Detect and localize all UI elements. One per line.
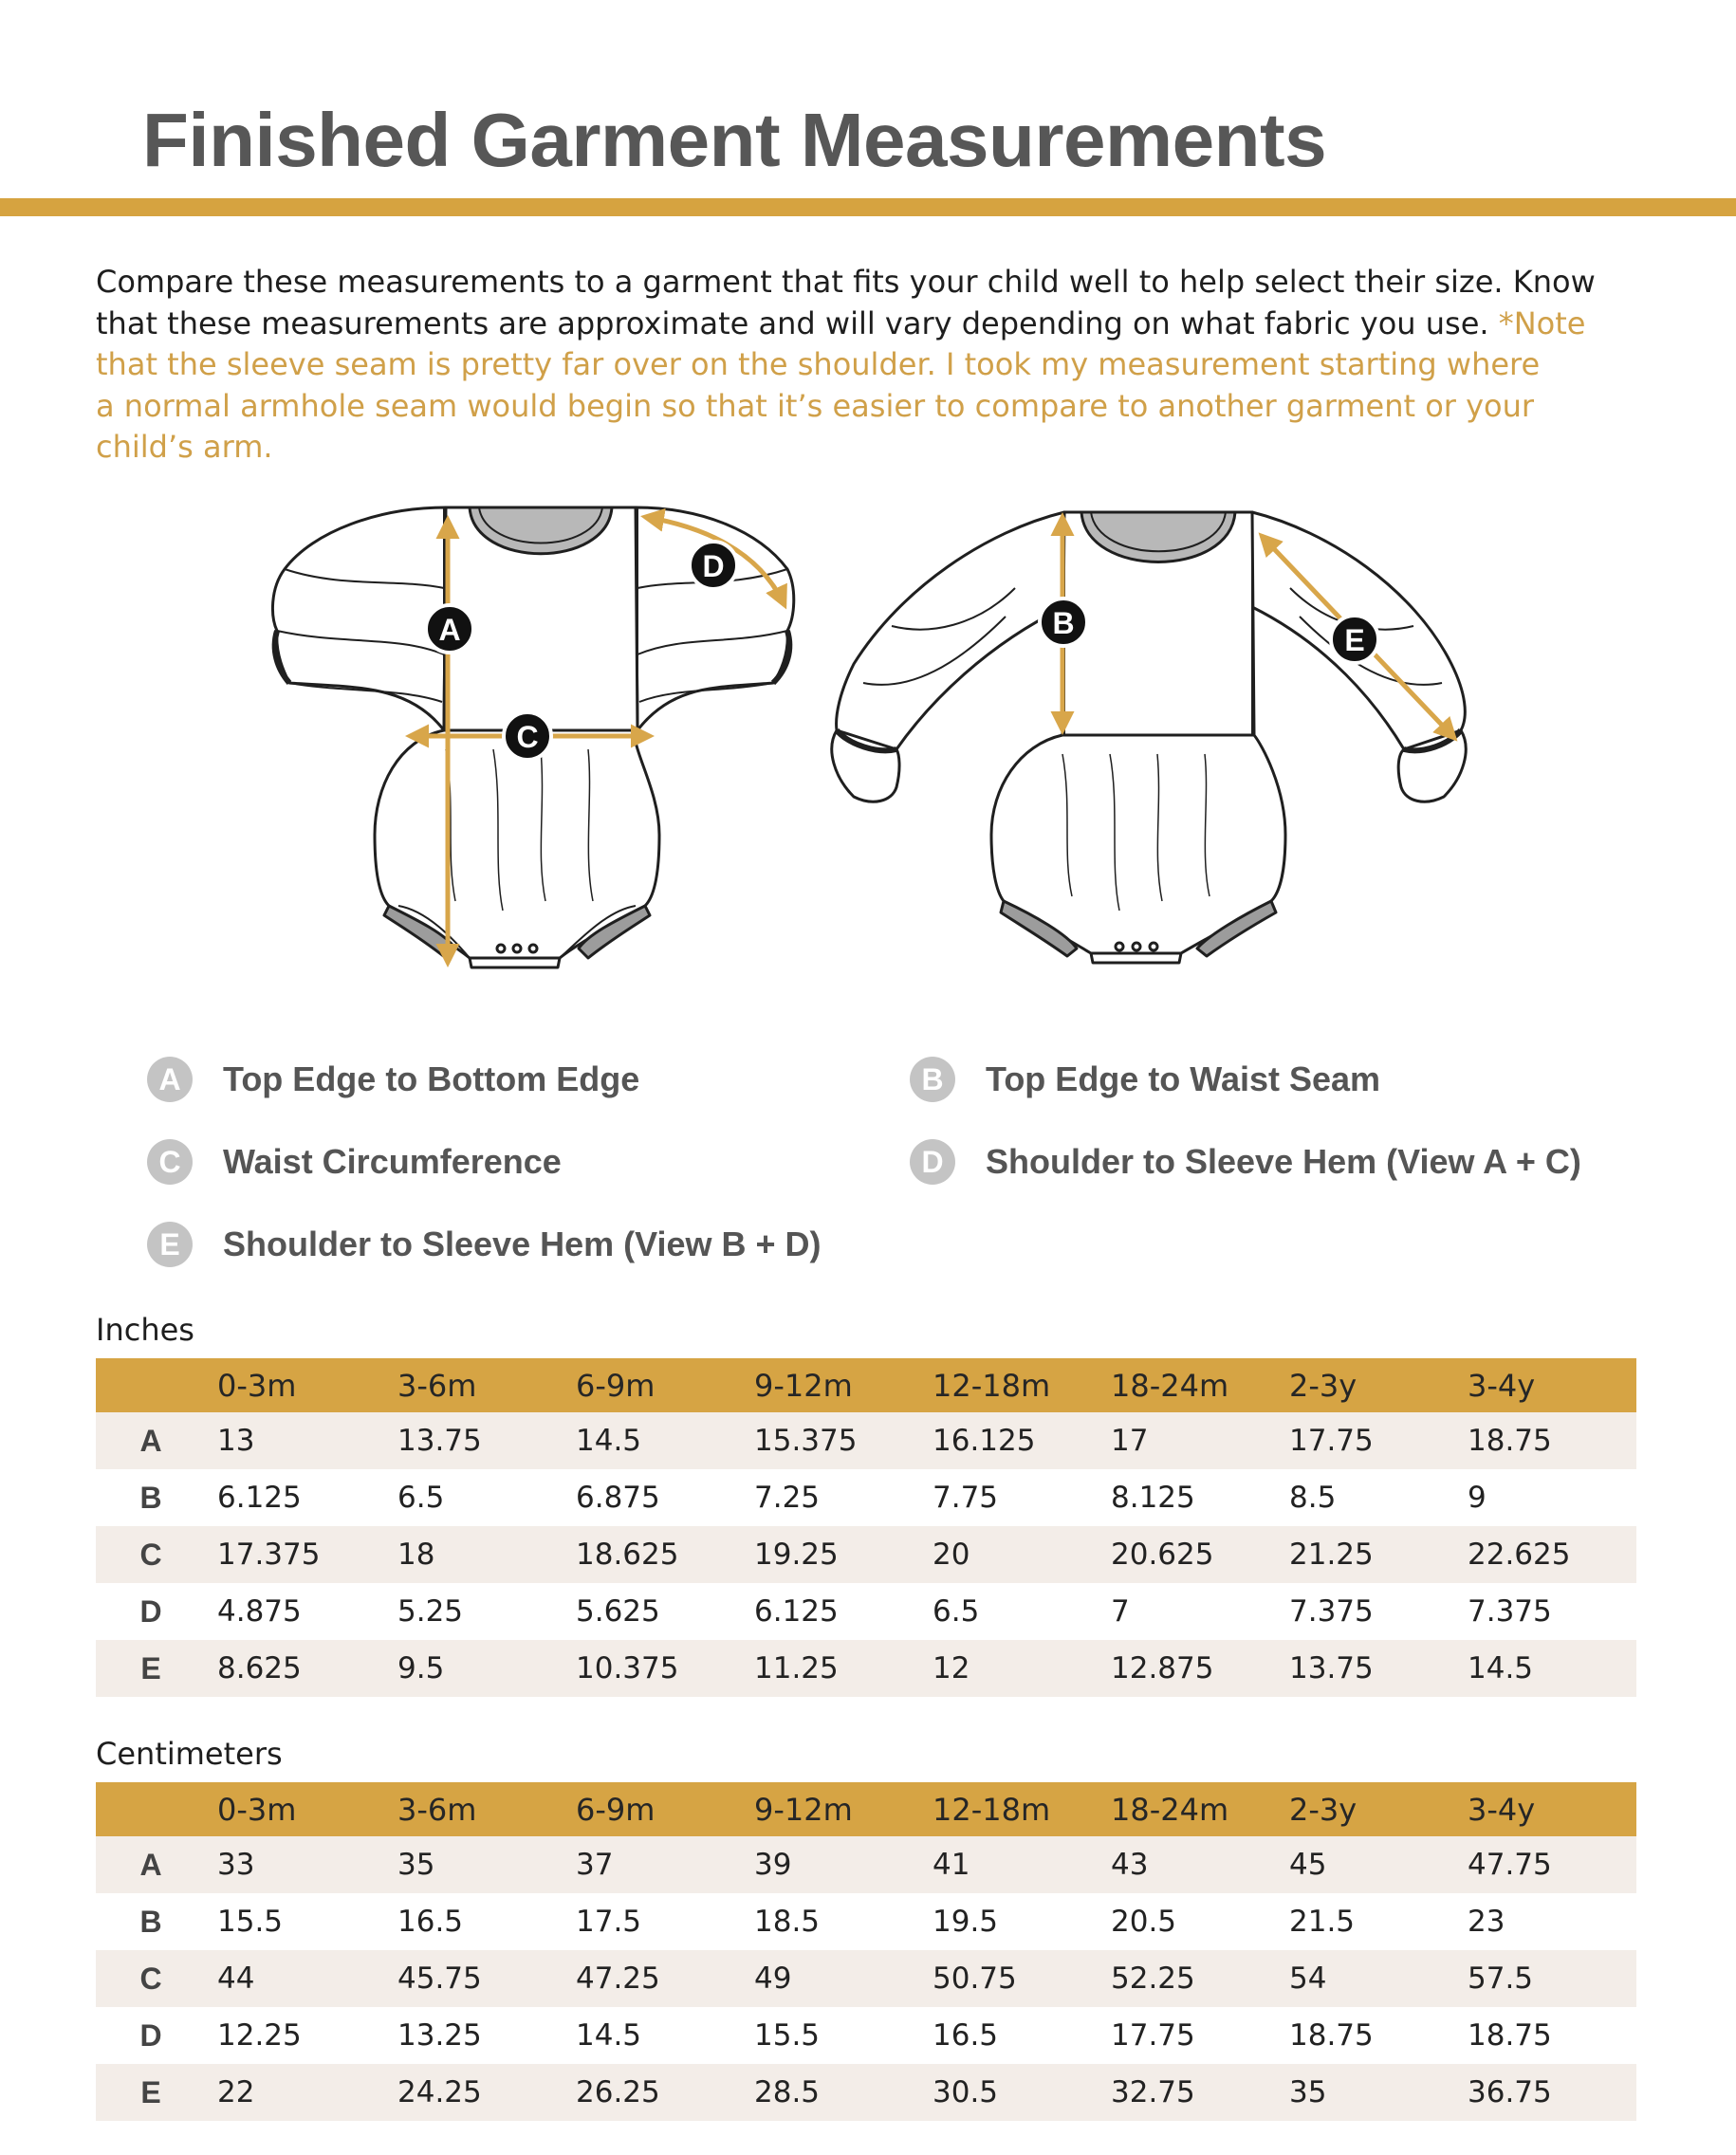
table-cell: 17.75 bbox=[1289, 1424, 1374, 1458]
table-cell: 13.25 bbox=[397, 2018, 482, 2053]
table-cell: 30.5 bbox=[933, 2075, 999, 2109]
table-cell: 17 bbox=[1111, 1424, 1149, 1458]
table-cell: 6.125 bbox=[217, 1481, 302, 1515]
table-row bbox=[96, 1893, 1636, 1950]
size-column-header: 3-6m bbox=[397, 1791, 477, 1828]
table-cell: 41 bbox=[933, 1848, 970, 1882]
note-line: that the sleeve seam is pretty far over on the shoulder. I took my measurement starting where bbox=[96, 346, 1541, 382]
table-row bbox=[96, 2007, 1636, 2064]
table-cell: 7.75 bbox=[933, 1481, 999, 1515]
table-cell: 14.5 bbox=[576, 2018, 642, 2053]
legend-item-e bbox=[147, 1222, 822, 1267]
table-cell: 7.375 bbox=[1289, 1594, 1374, 1629]
table-cell: 12.875 bbox=[1111, 1651, 1214, 1685]
table-row bbox=[96, 1526, 1636, 1583]
table-cell: 8.125 bbox=[1111, 1481, 1195, 1515]
size-column-header: 6-9m bbox=[576, 1791, 656, 1828]
table-cell: 15.5 bbox=[754, 2018, 821, 2053]
table-cell: 18 bbox=[397, 1538, 435, 1572]
table-row bbox=[96, 2064, 1636, 2121]
marker-c-label: C bbox=[516, 720, 539, 754]
table-cell: 23 bbox=[1468, 1905, 1505, 1939]
size-column-header: 0-3m bbox=[217, 1791, 297, 1828]
size-column-header: 9-12m bbox=[754, 1367, 853, 1404]
table-cell: 13 bbox=[217, 1424, 255, 1458]
marker-e-badge bbox=[1331, 616, 1378, 663]
marker-a-badge bbox=[426, 605, 473, 653]
legend-badge: A bbox=[147, 1057, 193, 1102]
size-column-header: 2-3y bbox=[1289, 1791, 1357, 1828]
size-column-header: 12-18m bbox=[933, 1367, 1051, 1404]
legend-badge: B bbox=[910, 1057, 955, 1102]
title-divider bbox=[0, 198, 1736, 216]
table-row bbox=[96, 1836, 1636, 1893]
table-cell: 16.5 bbox=[397, 1905, 464, 1939]
row-label: A bbox=[139, 1423, 162, 1458]
row-label: B bbox=[139, 1904, 162, 1939]
table-cell: 17.75 bbox=[1111, 2018, 1195, 2053]
centimeters-table bbox=[96, 1782, 1636, 2121]
legend-label: Shoulder to Sleeve Hem (View B + D) bbox=[223, 1225, 822, 1263]
legend-item-c bbox=[147, 1139, 562, 1185]
size-column-header: 0-3m bbox=[217, 1367, 297, 1404]
table-row bbox=[96, 1640, 1636, 1697]
marker-a-label: A bbox=[438, 613, 461, 647]
table-cell: 14.5 bbox=[1468, 1651, 1534, 1685]
table-cell: 35 bbox=[1289, 2075, 1327, 2109]
note-start: *Note bbox=[1498, 304, 1586, 341]
row-label: C bbox=[139, 1961, 162, 1996]
table-cell: 6.875 bbox=[576, 1481, 660, 1515]
size-column-header: 12-18m bbox=[933, 1791, 1051, 1828]
legend-item-b bbox=[910, 1057, 1380, 1102]
table-cell: 8.5 bbox=[1289, 1481, 1337, 1515]
intro-paragraph bbox=[96, 262, 1671, 469]
table-header-row bbox=[96, 1358, 1636, 1412]
inches-table bbox=[96, 1358, 1636, 1697]
marker-e-label: E bbox=[1344, 623, 1365, 657]
page-title: Finished Garment Measurements bbox=[142, 98, 1327, 182]
inches-label: Inches bbox=[96, 1312, 194, 1348]
table-cell: 18.75 bbox=[1468, 2018, 1552, 2053]
table-cell: 17.5 bbox=[576, 1905, 642, 1939]
table-cell: 45 bbox=[1289, 1848, 1327, 1882]
table-cell: 16.125 bbox=[933, 1424, 1036, 1458]
table-cell: 44 bbox=[217, 1962, 255, 1996]
intro-line: Compare these measurements to a garment that fits your child well to help select their size. Know bbox=[96, 264, 1596, 300]
size-column-header: 3-6m bbox=[397, 1367, 477, 1404]
table-cell: 52.25 bbox=[1111, 1962, 1195, 1996]
note-line: a normal armhole seam would begin so that it’s easier to compare to another garment or your bbox=[96, 387, 1535, 424]
table-cell: 4.875 bbox=[217, 1594, 302, 1629]
table-cell: 7.25 bbox=[754, 1481, 821, 1515]
marker-d-badge bbox=[690, 542, 737, 589]
row-label: E bbox=[140, 2074, 161, 2109]
table-cell: 35 bbox=[397, 1848, 435, 1882]
legend-item-a bbox=[147, 1057, 639, 1102]
table-cell: 57.5 bbox=[1468, 1962, 1534, 1996]
legend-badge: E bbox=[147, 1222, 193, 1267]
centimeters-label: Centimeters bbox=[96, 1736, 283, 1772]
table-cell: 21.25 bbox=[1289, 1538, 1374, 1572]
table-cell: 8.625 bbox=[217, 1651, 302, 1685]
table-cell: 17.375 bbox=[217, 1538, 321, 1572]
table-cell: 14.5 bbox=[576, 1424, 642, 1458]
table-cell: 9.5 bbox=[397, 1651, 445, 1685]
table-cell: 5.25 bbox=[397, 1594, 464, 1629]
table-cell: 45.75 bbox=[397, 1962, 482, 1996]
table-row bbox=[96, 1583, 1636, 1640]
table-cell: 20.5 bbox=[1111, 1905, 1177, 1939]
table-cell: 28.5 bbox=[754, 2075, 821, 2109]
table-cell: 22.625 bbox=[1468, 1538, 1571, 1572]
table-cell: 19.25 bbox=[754, 1538, 839, 1572]
table-cell: 43 bbox=[1111, 1848, 1149, 1882]
table-cell: 6.125 bbox=[754, 1594, 839, 1629]
table-cell: 33 bbox=[217, 1848, 255, 1882]
table-cell: 54 bbox=[1289, 1962, 1327, 1996]
row-label: A bbox=[139, 1847, 162, 1882]
size-column-header: 3-4y bbox=[1468, 1791, 1536, 1828]
table-header-row bbox=[96, 1782, 1636, 1836]
table-cell: 37 bbox=[576, 1848, 614, 1882]
table-row bbox=[96, 1950, 1636, 2007]
table-cell: 12 bbox=[933, 1651, 970, 1685]
long-sleeve-romper-drawing bbox=[832, 512, 1466, 963]
size-column-header: 18-24m bbox=[1111, 1367, 1229, 1404]
table-cell: 18.625 bbox=[576, 1538, 679, 1572]
table-cell: 22 bbox=[217, 2075, 255, 2109]
intro-line-text: that these measurements are approximate and will vary depending on what fabric you use. bbox=[96, 304, 1489, 341]
table-cell: 11.25 bbox=[754, 1651, 839, 1685]
marker-b-label: B bbox=[1052, 606, 1075, 640]
table-cell: 7 bbox=[1111, 1594, 1130, 1629]
table-cell: 20.625 bbox=[1111, 1538, 1214, 1572]
row-label: C bbox=[139, 1537, 162, 1572]
table-cell: 49 bbox=[754, 1962, 792, 1996]
table-cell: 13.75 bbox=[1289, 1651, 1374, 1685]
table-cell: 19.5 bbox=[933, 1905, 999, 1939]
table-cell: 15.375 bbox=[754, 1424, 858, 1458]
table-row bbox=[96, 1412, 1636, 1469]
table-cell: 13.75 bbox=[397, 1424, 482, 1458]
size-column-header: 6-9m bbox=[576, 1367, 656, 1404]
legend-label: Waist Circumference bbox=[223, 1142, 562, 1181]
legend-label: Top Edge to Waist Seam bbox=[986, 1059, 1381, 1098]
table-cell: 24.25 bbox=[397, 2075, 482, 2109]
table-cell: 36.75 bbox=[1468, 2075, 1552, 2109]
table-cell: 47.75 bbox=[1468, 1848, 1552, 1882]
table-cell: 16.5 bbox=[933, 2018, 999, 2053]
legend-badge: D bbox=[910, 1139, 955, 1185]
garment-illustrations bbox=[0, 493, 1736, 986]
note-line: child’s arm. bbox=[96, 429, 273, 465]
table-cell: 21.5 bbox=[1289, 1905, 1356, 1939]
table-cell: 50.75 bbox=[933, 1962, 1017, 1996]
row-label: D bbox=[139, 2017, 162, 2053]
table-cell: 15.5 bbox=[217, 1905, 284, 1939]
table-cell: 39 bbox=[754, 1848, 792, 1882]
table-cell: 5.625 bbox=[576, 1594, 660, 1629]
table-cell: 26.25 bbox=[576, 2075, 660, 2109]
legend-item-d bbox=[910, 1139, 1581, 1185]
size-column-header: 18-24m bbox=[1111, 1791, 1229, 1828]
legend-badge: C bbox=[147, 1139, 193, 1185]
marker-c-badge bbox=[504, 712, 551, 760]
legend-label: Top Edge to Bottom Edge bbox=[223, 1059, 640, 1098]
table-row bbox=[96, 1469, 1636, 1526]
table-cell: 47.25 bbox=[576, 1962, 660, 1996]
row-label: E bbox=[140, 1650, 161, 1685]
table-cell: 6.5 bbox=[933, 1594, 980, 1629]
marker-b-badge bbox=[1040, 599, 1087, 646]
table-cell: 10.375 bbox=[576, 1651, 679, 1685]
table-cell: 18.5 bbox=[754, 1905, 821, 1939]
marker-d-label: D bbox=[702, 549, 725, 583]
size-column-header: 2-3y bbox=[1289, 1367, 1357, 1404]
table-cell: 32.75 bbox=[1111, 2075, 1195, 2109]
table-cell: 9 bbox=[1468, 1481, 1487, 1515]
size-column-header: 3-4y bbox=[1468, 1367, 1536, 1404]
row-label: B bbox=[139, 1480, 162, 1515]
table-cell: 6.5 bbox=[397, 1481, 445, 1515]
table-cell: 18.75 bbox=[1468, 1424, 1552, 1458]
table-cell: 12.25 bbox=[217, 2018, 302, 2053]
row-label: D bbox=[139, 1593, 162, 1629]
size-column-header: 9-12m bbox=[754, 1791, 853, 1828]
table-cell: 18.75 bbox=[1289, 2018, 1374, 2053]
table-cell: 7.375 bbox=[1468, 1594, 1552, 1629]
legend-label: Shoulder to Sleeve Hem (View A + C) bbox=[986, 1142, 1581, 1181]
table-cell: 20 bbox=[933, 1538, 970, 1572]
intro-line bbox=[96, 304, 1671, 345]
